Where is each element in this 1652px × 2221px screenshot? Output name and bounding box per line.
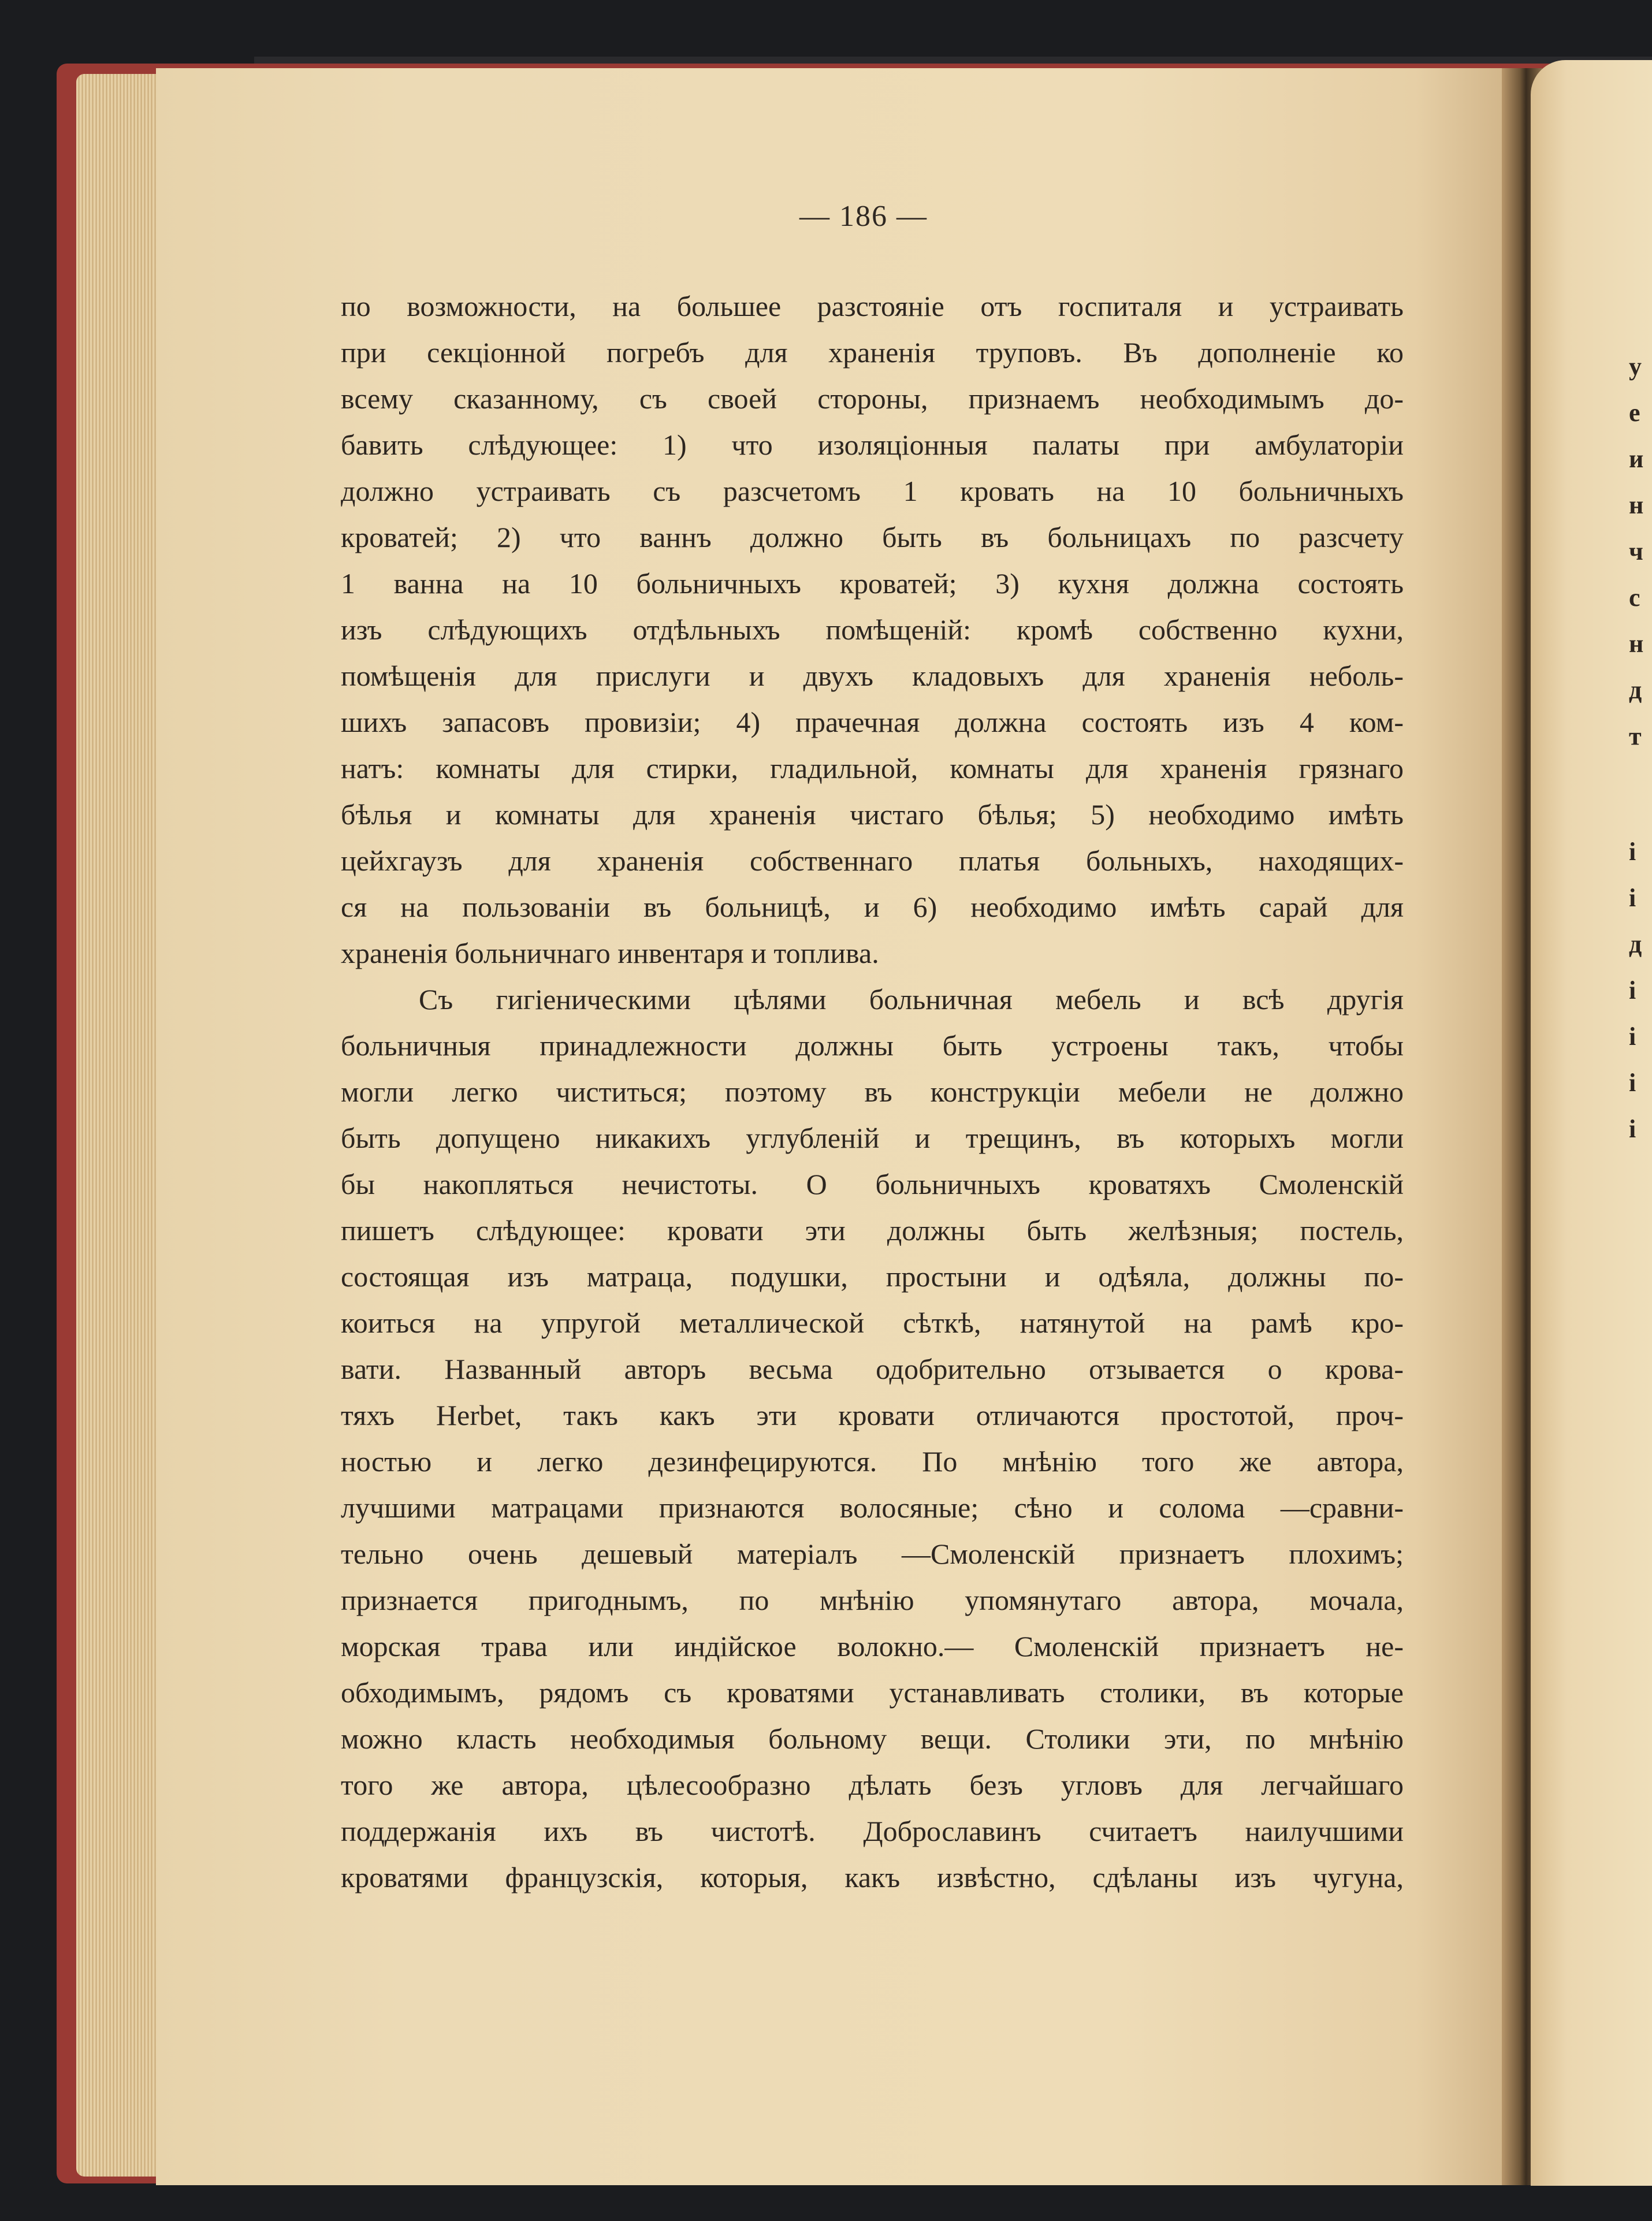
facing-page-letter: у bbox=[1629, 352, 1642, 381]
text-line: коиться на упругой металлической сѣткѣ, натянутой на рамѣ кро- bbox=[341, 1307, 1404, 1339]
page-number: — 186 — bbox=[799, 200, 928, 233]
text-line: тельно очень дешевый матеріалъ —Смоленскій признаетъ плохимъ; bbox=[341, 1538, 1404, 1570]
text-line: ностью и легко дезинфецируются. По мнѣнію того же автора, bbox=[341, 1445, 1404, 1478]
text-line: храненія больничнаго инвентаря и топлива. bbox=[341, 937, 879, 969]
facing-page-letter: і bbox=[1629, 838, 1636, 866]
page-edges bbox=[76, 74, 163, 2177]
facing-page-letter: т bbox=[1629, 722, 1642, 750]
text-line: могли легко чиститься; поэтому въ конструкціи мебели не должно bbox=[341, 1076, 1404, 1108]
facing-page-letter: е bbox=[1629, 399, 1640, 427]
text-line: по возможности, на большее разстояніе отъ госпиталя и устраивать bbox=[341, 290, 1404, 322]
facing-page-letter: и bbox=[1629, 445, 1644, 473]
text-line: поддержанія ихъ въ чистотѣ. Доброславинъ считаетъ наилучшими bbox=[341, 1815, 1404, 1847]
text-line: шихъ запасовъ провизіи; 4) прачечная должна состоять изъ 4 ком- bbox=[341, 706, 1404, 738]
text-line: помѣщенія для прислуги и двухъ кладовыхъ для храненія неболь- bbox=[341, 660, 1404, 692]
text-line: тяхъ Herbet, такъ какъ эти кровати отличаются простотой, проч- bbox=[341, 1399, 1404, 1431]
facing-page-letter: і bbox=[1629, 976, 1636, 1005]
page-body-text bbox=[341, 283, 1404, 1900]
text-line: признается пригоднымъ, по мнѣнію упомянутаго автора, мочала, bbox=[341, 1584, 1404, 1616]
text-line: морская трава или индійское волокно.— Смоленскій признаетъ не- bbox=[341, 1630, 1404, 1662]
text-line: бы накопляться нечистоты. О больничныхъ кроватяхъ Смоленскій bbox=[341, 1168, 1404, 1200]
facing-page-letter: і bbox=[1629, 884, 1636, 912]
text-line: обходимымъ, рядомъ съ кроватями устанавливать столики, въ которые bbox=[341, 1676, 1404, 1709]
text-line: натъ: комнаты для стирки, гладильной, комнаты для храненія грязнаго bbox=[341, 752, 1404, 784]
facing-page-letter: і bbox=[1629, 1022, 1636, 1051]
text-line: всему сказанному, съ своей стороны, признаемъ необходимымъ до- bbox=[341, 382, 1404, 415]
text-line: лучшими матрацами признаются волосяные; сѣно и солома —сравни- bbox=[341, 1491, 1404, 1524]
text-line: бѣлья и комнаты для храненія чистаго бѣлья; 5) необходимо имѣть bbox=[341, 798, 1404, 831]
facing-page-letter: д bbox=[1629, 676, 1642, 704]
facing-page-letter: н bbox=[1629, 491, 1644, 519]
facing-page-letter: і bbox=[1629, 1115, 1636, 1143]
text-line: быть допущено никакихъ углубленій и трещинъ, въ которыхъ могли bbox=[341, 1122, 1404, 1154]
text-line: больничныя принадлежности должны быть устроены такъ, чтобы bbox=[341, 1029, 1404, 1062]
facing-page-letter: с bbox=[1629, 583, 1640, 612]
text-line: должно устраивать съ разсчетомъ 1 кровать на 10 больничныхъ bbox=[341, 475, 1404, 507]
text-line: изъ слѣдующихъ отдѣльныхъ помѣщеній: кромѣ собственно кухни, bbox=[341, 613, 1404, 646]
facing-page-letter: ч bbox=[1629, 537, 1643, 566]
text-line: 1 ванна на 10 больничныхъ кроватей; 3) кухня должна состоять bbox=[341, 567, 1404, 600]
text-line: можно класть необходимыя больному вещи. Столики эти, по мнѣнію bbox=[341, 1723, 1404, 1755]
text-line: пишетъ слѣдующее: кровати эти должны быть желѣзныя; постель, bbox=[341, 1214, 1404, 1247]
text-line: кроватями французскія, которыя, какъ извѣстно, сдѣланы изъ чугуна, bbox=[341, 1861, 1404, 1893]
text-line: того же автора, цѣлесообразно дѣлать безъ угловъ для легчайшаго bbox=[341, 1769, 1404, 1801]
facing-page bbox=[1531, 60, 1652, 2186]
text-line: кроватей; 2) что ваннъ должно быть въ больницахъ по разсчету bbox=[341, 521, 1404, 553]
facing-page-letter: і bbox=[1629, 1069, 1636, 1097]
text-line: Съ гигіеническими цѣлями больничная мебель и всѣ другія bbox=[419, 983, 1404, 1015]
facing-page-letter: н bbox=[1629, 630, 1644, 658]
text-line: вати. Названный авторъ весьма одобрительно отзывается о крова- bbox=[341, 1353, 1404, 1385]
text-line: цейхгаузъ для храненія собственнаго платья больныхъ, находящих- bbox=[341, 844, 1404, 877]
text-line: бавить слѣдующее: 1) что изоляціонныя палаты при амбулаторіи bbox=[341, 429, 1404, 461]
text-line: при секціонной погребъ для храненія труповъ. Въ дополненіе ко bbox=[341, 336, 1404, 369]
text-line: состоящая изъ матраца, подушки, простыни и одѣяла, должны по- bbox=[341, 1260, 1404, 1293]
text-line: ся на пользованіи въ больницѣ, и 6) необходимо имѣть сарай для bbox=[341, 891, 1404, 923]
facing-page-letter: д bbox=[1629, 930, 1642, 958]
